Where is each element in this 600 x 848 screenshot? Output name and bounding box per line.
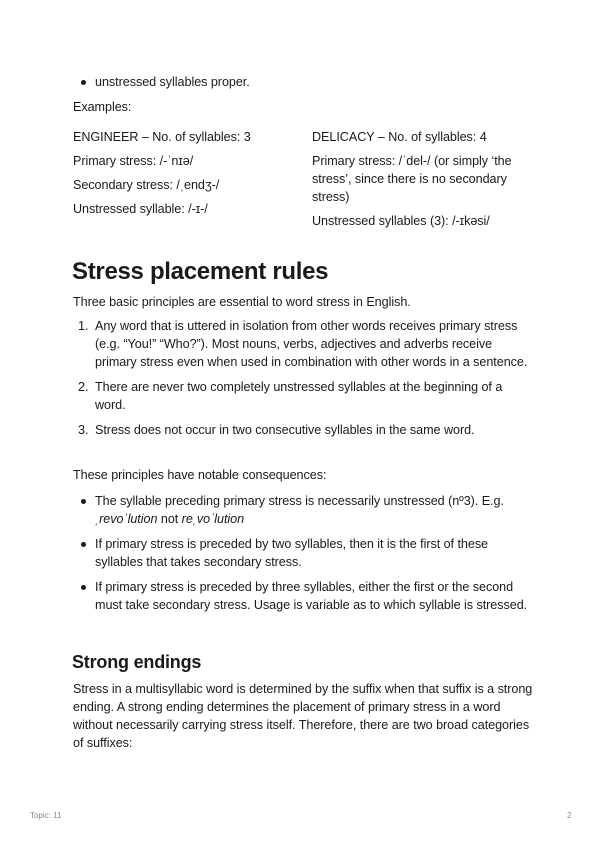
list-item — [73, 317, 528, 371]
intro-bullet-list — [73, 73, 533, 91]
list-item: If primary stress is preceded by two syllables, then it is the first of these syllables that takes secondary stress. — [73, 535, 528, 571]
footer-page-number: 2 — [567, 811, 572, 820]
unstressed-line: Unstressed syllables (3): /-ɪkəsi/ — [312, 214, 490, 228]
list-item-text: Stress does not occur in two consecutive syllables in the same word. — [95, 423, 475, 437]
principles-list — [73, 317, 528, 446]
list-item-text: There are never two completely unstressed syllables at the beginning of a word. — [95, 380, 503, 412]
list-item — [73, 378, 528, 414]
section-title-stress-placement: Stress placement rules — [72, 258, 329, 285]
list-number: 1. — [78, 319, 89, 333]
consequences-label: These principles have notable consequences: — [73, 468, 327, 482]
list-number: 2. — [78, 380, 89, 394]
footer-topic: Topic: 11 — [30, 811, 62, 820]
example-word: reˌvoˈlution — [181, 512, 245, 526]
example-heading: ENGINEER – No. of syllables: 3 — [73, 130, 251, 144]
example-heading: DELICACY – No. of syllables: 4 — [312, 130, 487, 144]
secondary-stress-line: Secondary stress: /ˌendʒ-/ — [73, 178, 220, 192]
list-item — [73, 421, 528, 439]
strong-endings-paragraph: Stress in a multisyllabic word is determined by the suffix when that suffix is a strong ending. A strong ending determines the placement of primary stress in a word without necessarily carrying stress itself. Therefore, there are two broad categories of suffixes: — [73, 682, 533, 750]
list-item: unstressed syllables proper. — [73, 73, 533, 91]
example-word: ˌrevoˈlution — [95, 512, 158, 526]
unstressed-line: Unstressed syllable: /-ɪ-/ — [73, 202, 208, 216]
list-item-text: The syllable preceding primary stress is necessarily unstressed (nº3). E.g. — [95, 494, 504, 508]
list-item — [73, 492, 528, 528]
primary-stress-line: Primary stress: /ˈdel-/ (or simply ‘the stress’, since there is no secondary stress) — [312, 154, 512, 204]
section-title-strong-endings: Strong endings — [72, 652, 202, 672]
connector-text: not — [160, 512, 179, 526]
list-item: If primary stress is preceded by three syllables, either the first or the second must take secondary stress. Usage is variable as to which syllable is stressed. — [73, 578, 528, 614]
example-delicacy — [312, 128, 532, 236]
primary-stress-line: Primary stress: /-ˈnɪə/ — [73, 154, 194, 168]
examples-label: Examples: — [73, 100, 132, 114]
list-item-text: Any word that is uttered in isolation from other words receives primary stress (e.g. “You!” “Who?”). Most nouns, verbs, adjectives and adverbs receive primary stress even when used in combination with other words in a sentence. — [95, 319, 528, 369]
list-number: 3. — [78, 423, 89, 437]
example-engineer — [73, 128, 293, 224]
section-intro: Three basic principles are essential to word stress in English. — [73, 295, 411, 309]
consequences-list — [73, 492, 528, 621]
